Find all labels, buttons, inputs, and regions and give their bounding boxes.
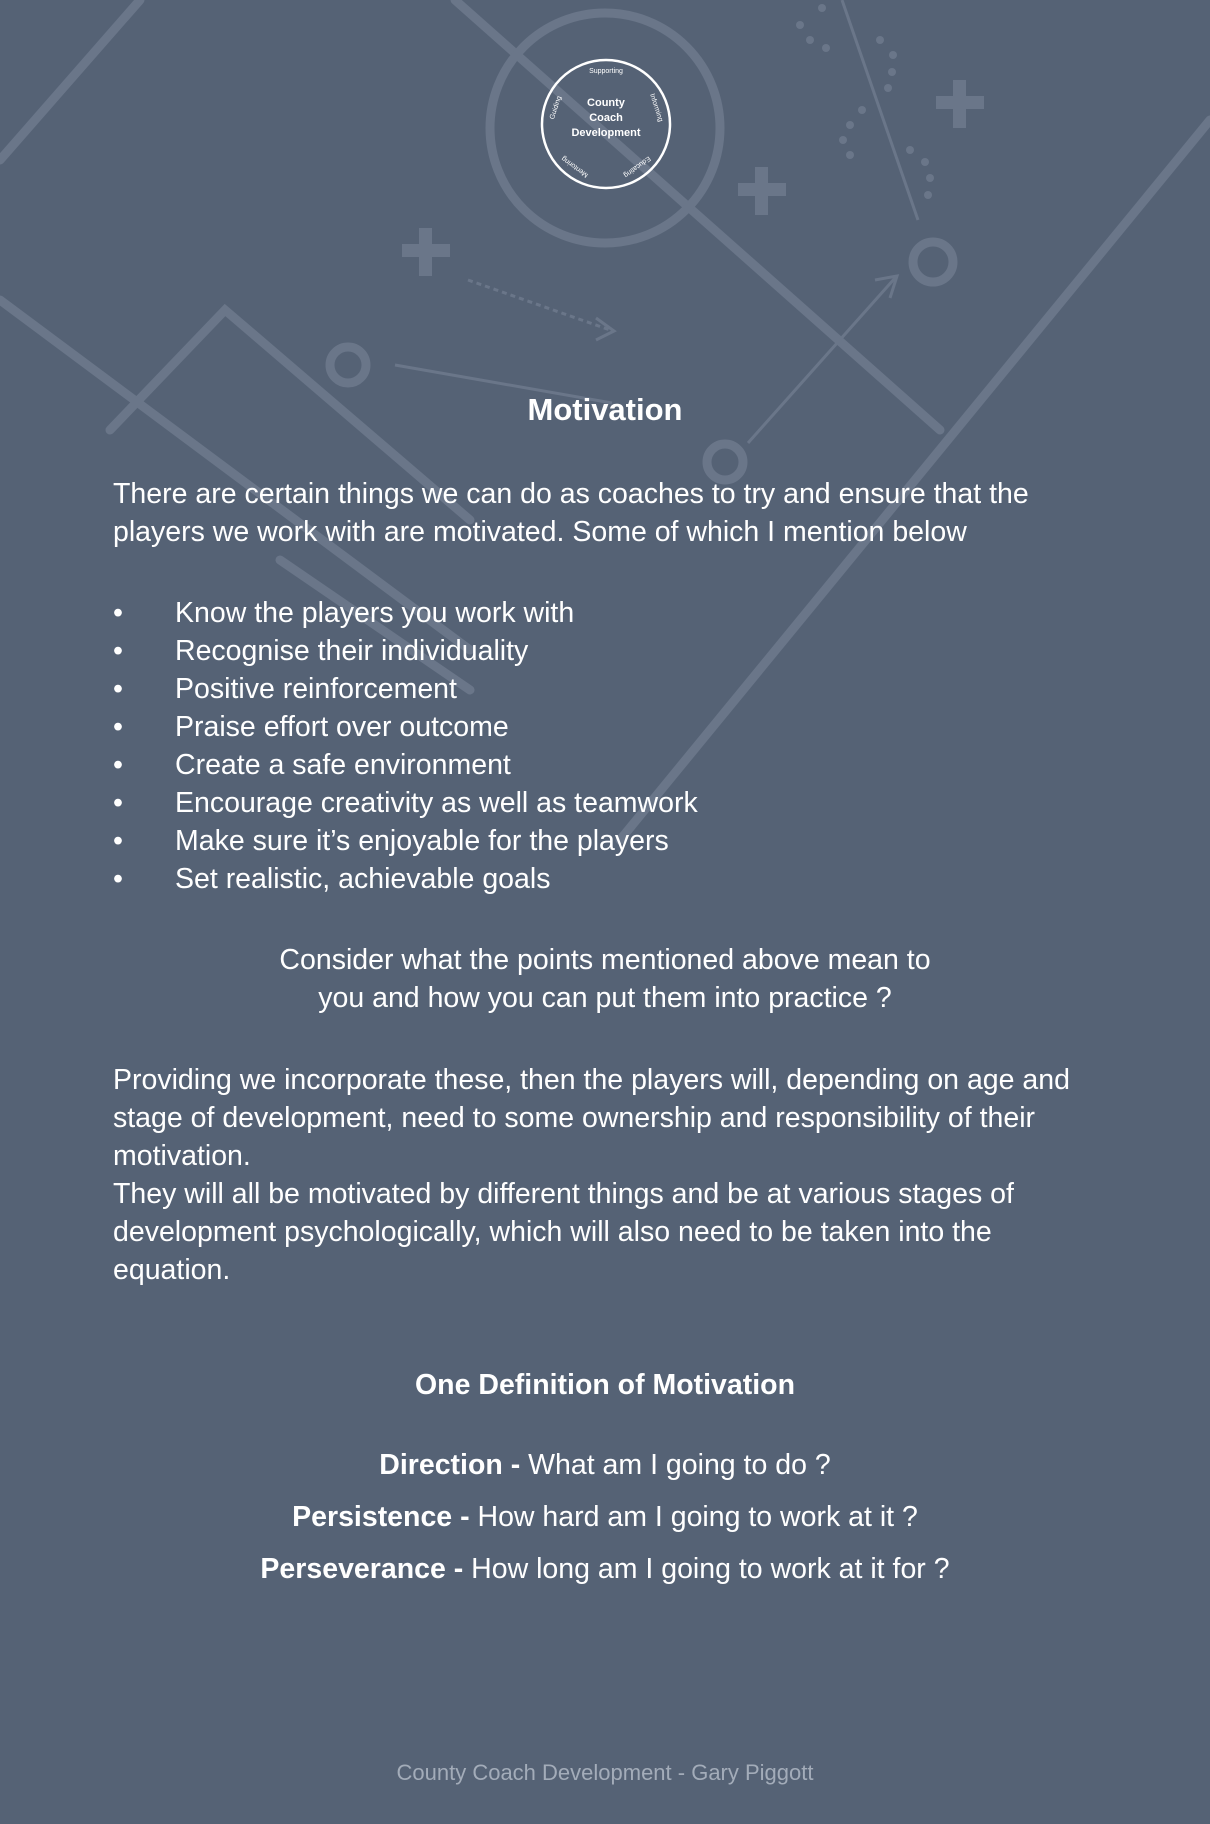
definition-term: Perseverance - (260, 1553, 464, 1585)
list-item: • Encourage creativity as well as teamwork (113, 784, 698, 822)
logo-center-text (536, 96, 676, 141)
bullet-icon: • (113, 863, 123, 895)
logo-ring-word: Guiding (549, 95, 564, 121)
page-footer: County Coach Development - Gary Piggott (396, 1760, 814, 1785)
list-item: • Set realistic, achievable goals (113, 860, 698, 898)
logo-ring-word: Supporting (589, 68, 623, 75)
logo-ring-word: Educating (622, 154, 652, 179)
county-coach-development-logo (536, 52, 676, 202)
bullet-icon: • (113, 635, 123, 667)
page-title: Motivation (527, 392, 683, 427)
consider-line-2: you and how you can put them into practice ? (318, 982, 892, 1014)
definition-term: Persistence - (292, 1501, 470, 1533)
bullet-icon: • (113, 597, 123, 629)
bullet-icon: • (113, 673, 123, 705)
definition-text: What am I going to do ? (528, 1449, 831, 1481)
list-item: • Create a safe environment (113, 746, 698, 784)
ownership-text-2: They will all be motivated by different things and be at various stages of development psychologically, which will also need to be taken into the equation. (113, 1178, 1014, 1286)
list-item: • Positive reinforcement (113, 670, 698, 708)
ownership-paragraph (113, 1061, 1097, 1289)
logo-ring-word: Mentoring (560, 154, 590, 179)
definition-direction (113, 1449, 1097, 1482)
ownership-text-1: Providing we incorporate these, then the players will, depending on age and stage of development, need to some ownership and responsibility of their motivation. (113, 1064, 1070, 1172)
list-item: • Praise effort over outcome (113, 708, 698, 746)
logo-line-county: County (587, 97, 625, 109)
intro-paragraph: There are certain things we can do as coaches to try and ensure that the players we work with are motivated. Some of which I mention below (113, 478, 1029, 548)
definition-perseverance (113, 1553, 1097, 1586)
motivation-tips-list (113, 594, 698, 898)
list-item: • Make sure it’s enjoyable for the players (113, 822, 698, 860)
logo-line-development: Development (571, 127, 641, 139)
definition-heading: One Definition of Motivation (415, 1369, 795, 1401)
list-item: • Know the players you work with (113, 594, 698, 632)
definition-text: How hard am I going to work at it ? (477, 1501, 918, 1533)
consider-prompt (113, 941, 1097, 1017)
logo-ring-word: Informing (648, 92, 664, 123)
logo-line-coach: Coach (589, 112, 623, 124)
definition-persistence (113, 1501, 1097, 1534)
bullet-icon: • (113, 825, 123, 857)
bullet-icon: • (113, 787, 123, 819)
definition-term: Direction - (379, 1449, 521, 1481)
bullet-icon: • (113, 711, 123, 743)
definition-text: How long am I going to work at it for ? (471, 1553, 950, 1585)
list-item: • Recognise their individuality (113, 632, 698, 670)
consider-line-1: Consider what the points mentioned above mean to (279, 944, 931, 976)
bullet-icon: • (113, 749, 123, 781)
